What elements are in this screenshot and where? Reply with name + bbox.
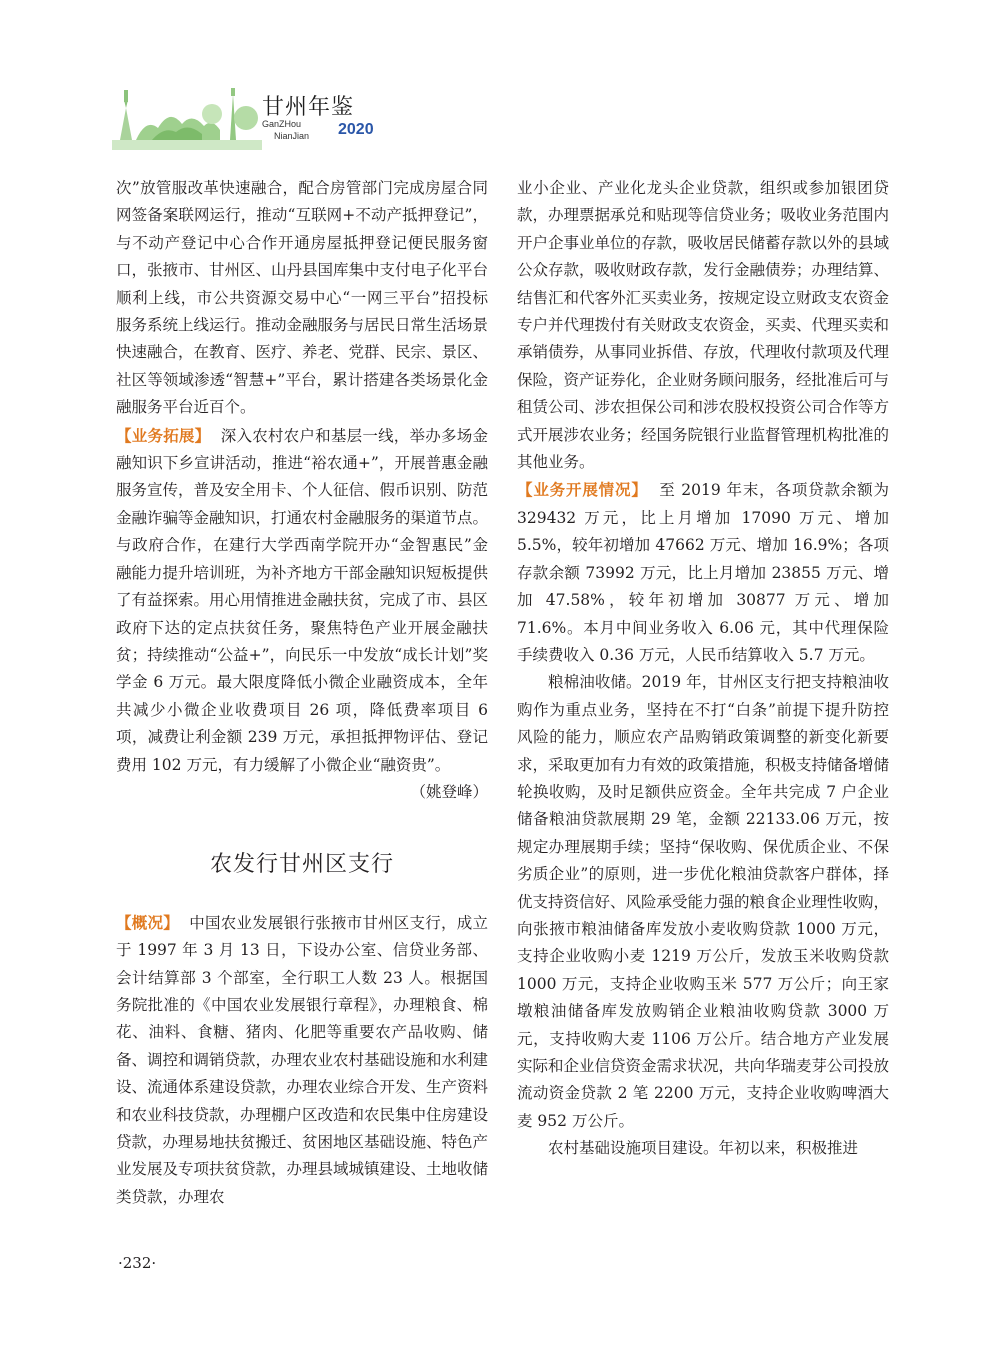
yearbook-title: 甘州年鉴 — [262, 95, 355, 120]
section-tag: 【概况】 — [116, 912, 179, 932]
author-credit: （姚登峰） — [410, 782, 488, 801]
section-tag: 【业务开展情况】 — [517, 480, 648, 500]
page-number: ·232· — [118, 1254, 157, 1272]
paragraph-overview: 【概况】 中国农业发展银行张掖市甘州区支行，成立于 1997 年 3 月 13 日，下设办公室、信贷业务部、会计结算部 3 个部室，全行职工人数 23 人。根据国务院批准的《中国农业发展银行章程》，办理粮食、棉花、油料、食糖、猪肉、化肥等重要农产品收购、储备、调控和调销贷款，办理农业农村基础设施和水利建设、流通体系建设贷款，办理农业综合开发、生产资料和农业科技贷款，办理棚户区改造和农民集中住房建设贷款，办理易地扶贫搬迁、贫困地区基础设施、特色产业发展及专项扶贫贷款，办理县域城镇建设、土地收储类贷款，办理农 — [116, 912, 489, 1206]
paragraph-infrastructure: 农村基础设施项目建设。年初以来，积极推进 — [548, 1139, 859, 1158]
paragraph-business-status: 【业务开展情况】 至 2019 年末，各项贷款余额为 329432 万元，比上月增加 17090 万元、增加 5.5%，较年初增加 47662 万元、增加 16.9%；各项存款余额 73992 万元，比上月增加 23855 万元、增加 47.58%，较年初增加 30877 万元、增加 71.6%。本月中间业务收入 6.06 元，其中代理保险手续费收入 0.36 万元，人民币结算收入 5.7 万元。 — [517, 480, 889, 664]
paragraph-grain-storage: 粮棉油收储。2019 年，甘州区支行把支持粮油收购作为重点业务，坚持在不打“白条”前提下提升防控风险的能力，顺应农产品购销政策调整的新变化新要求，采取更加有力有效的政策措施，积极支持储备增储轮换收购，及时足额供应资金。全年共完成 7 户企业储备粮油贷款展期 29 笔，金额 22133.06 万元，按规定办理展期手续；坚持“保收购、保优质企业、不保劣质企业”的原则，进一步优化粮油贷款客户群体，择优支持资信好、风险承受能力强的粮食企业理性收购，向张掖市粮油储备库发放小麦收购贷款 1000 万元，支持企业收购小麦 1219 万公斤，发放玉米收购贷款 1000 万元，支持企业收购玉米 577 万公斤；向王家墩粮油储备库发放购销企业粮油收购贷款 3000 万元，支持收购大麦 1106 万公斤。结合地方产业发展实际和企业信贷资金需求状况，共向华瑞麦芽公司投放流动资金贷款 2 笔 2200 万元，支持企业收购啤酒大麦 952 万公斤。 — [517, 673, 890, 1130]
paragraph: 次”放管服改革快速融合，配合房管部门完成房屋合同网签备案联网运行，推动“互联网+不动产抵押登记”，与不动产登记中心合作开通房屋抵押登记便民服务窗口，张掖市、甘州区、山丹县国库集中支付电子化平台顺利上线，市公共资源交易中心“一网三平台”招投标服务系统上线运行。推动金融服务与居民日常生活场景快速融合，在教育、医疗、养老、党群、民宗、景区、社区等领域渗透“智慧+”平台，累计搭建各类场景化金融服务平台近百个。 — [116, 179, 489, 417]
paragraph: 业小企业、产业化龙头企业贷款，组织或参加银团贷款，办理票据承兑和贴现等信贷业务；吸收业务范围内开户企事业单位的存款，吸收居民储蓄存款以外的县域公众存款，吸收财政存款，发行金融债券；办理结算、结售汇和代客外汇买卖业务，按规定设立财政支农资金专户并代理拨付有关财政支农资金，买卖、代理买卖和承销债券，从事同业拆借、存放，代理收付款项及代理保险，资产证券化，企业财务顾问服务，经批准后可与租赁公司、涉农担保公司和涉农股权投资公司合作等方式开展涉农业务；经国务院银行业监督管理机构批准的其他业务。 — [517, 179, 890, 472]
landscape-illustration — [112, 78, 262, 150]
left-column — [116, 175, 488, 1211]
yearbook-pinyin: GanZHou NianJian — [262, 119, 310, 141]
paragraph-business-expansion: 【业务拓展】 深入农村农户和基层一线，举办多场金融知识下乡宣讲活动，推进“裕农通+”，开展普惠金融服务宣传，普及安全用卡、个人征信、假币识别、防范金融诈骗等金融知识，打通农村金融服务的渠道节点。与政府合作，在建行大学西南学院开办“金智惠民”金融能力提升培训班，为补齐地方干部金融知识短板提供了有益探索。用心用情推进金融扶贫，完成了市、县区政府下达的定点扶贫任务，聚焦特色产业开展金融扶贫；持续推动“公益+”，向民乐一中发放“成长计划”奖学金 6 万元。最大限度降低小微企业融资成本，全年共减少小微企业收费项目 26 项，降低费率项目 6 项，减费让利金额 239 万元，承担抵押物评估、登记费用 102 万元，有力缓解了小微企业“融资贵”。 — [116, 425, 489, 774]
yearbook-year: 2020 — [338, 121, 374, 138]
page-header — [112, 78, 402, 150]
section-heading: 农发行甘州区支行 — [209, 852, 394, 878]
right-column — [517, 175, 889, 1163]
section-tag: 【业务拓展】 — [116, 425, 211, 445]
